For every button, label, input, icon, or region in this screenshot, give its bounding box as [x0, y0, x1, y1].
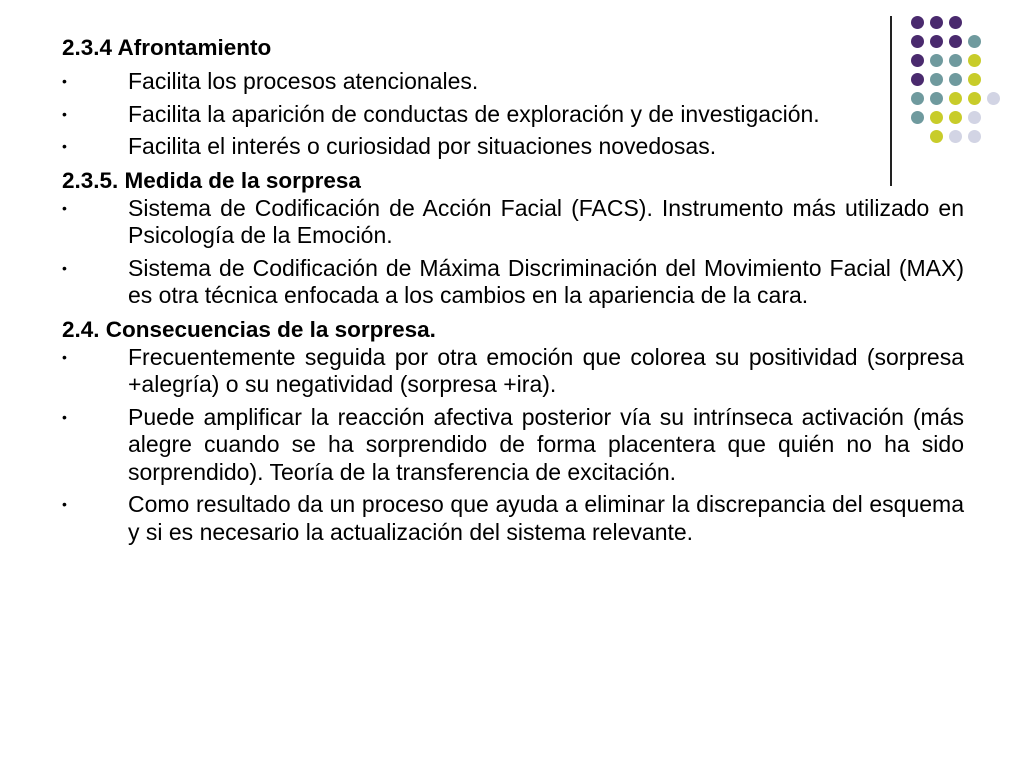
decorative-dot — [911, 16, 924, 29]
list-item-text: Como resultado da un proceso que ayuda a eliminar la discrepancia del esquema y si es necesario la actualización del sistema relevante. — [128, 491, 964, 545]
section-medida-sorpresa — [62, 166, 964, 310]
decorative-dot — [968, 35, 981, 48]
decorative-dot — [930, 16, 943, 29]
list-item-text: Frecuentemente seguida por otra emoción que colorea su positividad (sorpresa +alegría) o su negatividad (sorpresa +ira). — [128, 343, 964, 397]
list-item — [62, 195, 964, 250]
section-consecuencias — [62, 315, 964, 547]
section-heading: 2.4. Consecuencias de la sorpresa. — [62, 316, 436, 342]
list-item-text: Sistema de Codificación de Máxima Discriminación del Movimiento Facial (MAX) es otra técnica enfocada a los cambios en la apariencia de la cara. — [128, 254, 964, 308]
bullet-list — [62, 344, 964, 547]
bullet-icon: • — [62, 73, 67, 89]
bullet-icon: • — [62, 105, 67, 122]
list-item-text: Facilita los procesos atencionales. — [128, 68, 479, 94]
section-afrontamiento — [62, 33, 964, 161]
section-heading: 2.3.5. Medida de la sorpresa — [62, 167, 361, 193]
bullet-icon: • — [62, 496, 67, 512]
list-item — [62, 101, 964, 129]
decorative-dot — [949, 16, 962, 29]
decorative-dot — [968, 54, 981, 67]
decorative-dot — [968, 130, 981, 143]
decorative-dot — [987, 92, 1000, 105]
list-item — [62, 68, 964, 96]
list-item-text: Sistema de Codificación de Acción Facial (FACS). Instrumento más utilizado en Psicología de la Emoción. — [128, 194, 964, 248]
list-item — [62, 404, 964, 487]
decorative-dot — [968, 92, 981, 105]
list-item-text: Facilita el interés o curiosidad por situaciones novedosas. — [128, 133, 717, 159]
list-item — [62, 255, 964, 310]
list-item — [62, 344, 964, 399]
list-item-text: Facilita la aparición de conductas de exploración y de investigación. — [128, 100, 820, 127]
section-heading: 2.3.4 Afrontamiento — [62, 35, 272, 60]
list-item — [62, 133, 964, 161]
list-item-text: Puede amplificar la reacción afectiva posterior vía su intrínseca activación (más alegre cuando se ha sorprendido de forma placentera que quién no ha sido sorprendido). Teoría de la transferencia de excitación. — [128, 403, 964, 485]
bullet-icon: • — [62, 259, 67, 276]
bullet-list — [62, 195, 964, 310]
bullet-icon: • — [62, 408, 67, 425]
decorative-dot — [968, 111, 981, 124]
decorative-dot — [968, 73, 981, 86]
bullet-list — [62, 68, 964, 161]
slide-content — [62, 33, 964, 551]
bullet-icon: • — [62, 199, 67, 216]
list-item — [62, 491, 964, 546]
bullet-icon: • — [62, 348, 67, 365]
bullet-icon: • — [62, 138, 67, 154]
